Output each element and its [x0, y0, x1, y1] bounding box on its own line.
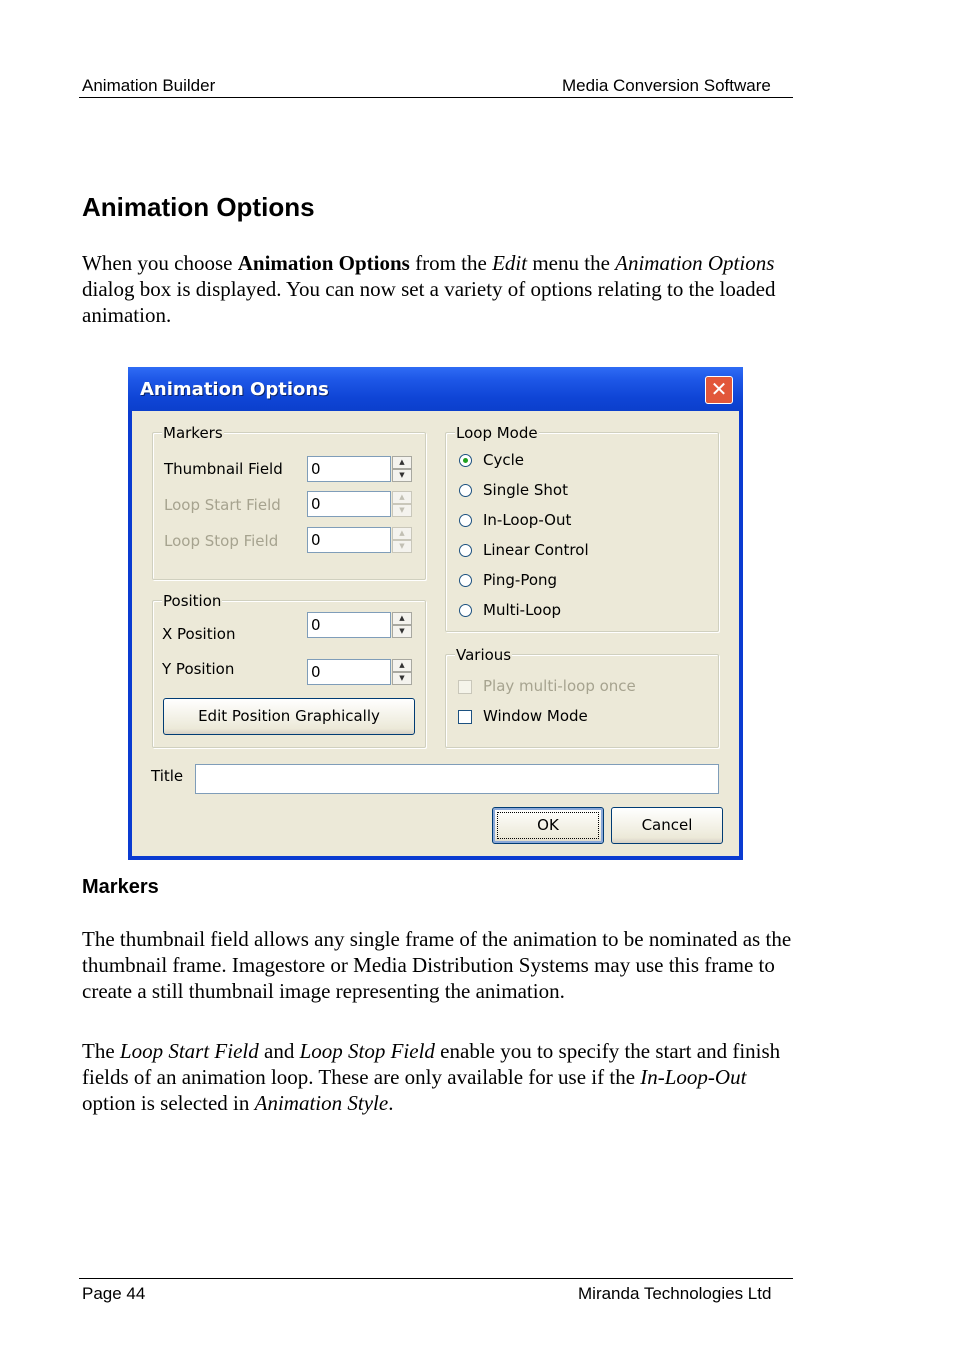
x-position-input[interactable]: 0	[307, 612, 391, 638]
section-title: Animation Options	[82, 192, 315, 222]
spin-down-icon[interactable]: ▼	[392, 625, 412, 638]
spin-up-icon[interactable]: ▲	[392, 527, 412, 540]
markers-legend: Markers	[163, 424, 223, 442]
spin-down-icon[interactable]: ▼	[392, 469, 412, 482]
spin-up-icon[interactable]: ▲	[392, 612, 412, 625]
radio-label-single-shot[interactable]: Single Shot	[483, 481, 568, 499]
footer-left: Page 44	[82, 1284, 146, 1303]
spin-down-icon[interactable]: ▼	[392, 504, 412, 517]
radio-linear-control[interactable]	[459, 544, 472, 557]
thumbnail-field-spinner[interactable]	[392, 456, 412, 482]
para2-text-3: enable you to specify the start and finish fields of an animation loop. These are only available for use if the	[82, 1039, 781, 1089]
ok-button-label: OK	[537, 816, 559, 834]
para2-italic-loop-start: Loop Start Field	[119, 1039, 259, 1063]
loop-stop-field-input[interactable]: 0	[307, 527, 391, 553]
radio-cycle[interactable]	[459, 454, 472, 467]
radio-label-multi-loop[interactable]: Multi-Loop	[483, 601, 562, 619]
animation-options-dialog	[128, 367, 743, 860]
para2-text-1: The	[82, 1039, 120, 1063]
play-multi-loop-once-checkbox[interactable]	[458, 680, 472, 694]
loop-stop-field-spinner[interactable]	[392, 527, 412, 553]
radio-label-cycle[interactable]: Cycle	[483, 451, 524, 469]
close-icon[interactable]: ✕	[705, 376, 733, 404]
header-right: Media Conversion Software	[562, 76, 771, 95]
spin-down-icon[interactable]: ▼	[392, 540, 412, 553]
title-input[interactable]	[195, 764, 719, 794]
intro-italic-edit: Edit	[492, 251, 528, 275]
intro-text-1: When you choose	[82, 251, 238, 275]
radio-single-shot[interactable]	[459, 484, 472, 497]
intro-text-2: from the	[409, 251, 493, 275]
intro-paragraph	[82, 250, 802, 328]
intro-text-3: menu the	[527, 251, 616, 275]
para2-text-5: .	[388, 1091, 394, 1115]
ok-button[interactable]	[492, 807, 604, 844]
loop-start-field-spinner[interactable]	[392, 491, 412, 517]
radio-ping-pong[interactable]	[459, 574, 472, 587]
footer-rule	[79, 1278, 793, 1279]
para2-text-2: and	[258, 1039, 300, 1063]
y-position-label: Y Position	[162, 660, 235, 678]
dialog-title: Animation Options	[140, 379, 329, 400]
markers-heading: Markers	[82, 876, 159, 898]
window-mode-label[interactable]: Window Mode	[483, 707, 588, 725]
radio-multi-loop[interactable]	[459, 604, 472, 617]
para2-italic-animation-style: Animation Style	[254, 1091, 389, 1115]
window-mode-checkbox[interactable]	[458, 710, 472, 724]
intro-bold-term: Animation Options	[237, 251, 410, 275]
title-label: Title	[151, 767, 184, 785]
para2-italic-loop-stop: Loop Stop Field	[299, 1039, 435, 1063]
loop-mode-legend: Loop Mode	[456, 424, 538, 442]
dialog-titlebar[interactable]	[128, 367, 743, 411]
radio-label-in-loop-out[interactable]: In-Loop-Out	[483, 511, 572, 529]
x-position-spinner[interactable]	[392, 612, 412, 638]
para2-text-4: option is selected in	[82, 1091, 255, 1115]
radio-in-loop-out[interactable]	[459, 514, 472, 527]
markers-paragraph-2	[82, 1038, 802, 1116]
edit-position-graphically-button[interactable]: Edit Position Graphically	[163, 698, 415, 735]
loop-start-field-label: Loop Start Field	[164, 496, 281, 514]
play-multi-loop-once-label: Play multi-loop once	[483, 677, 636, 695]
spin-down-icon[interactable]: ▼	[392, 672, 412, 685]
thumbnail-field-label: Thumbnail Field	[164, 460, 283, 478]
thumbnail-field-input[interactable]: 0	[307, 456, 391, 482]
spin-up-icon[interactable]: ▲	[392, 491, 412, 504]
various-group	[445, 654, 719, 748]
radio-label-linear-control[interactable]: Linear Control	[483, 541, 589, 559]
header-left: Animation Builder	[82, 76, 216, 95]
x-position-label: X Position	[162, 625, 236, 643]
y-position-input[interactable]: 0	[307, 659, 391, 685]
cancel-button[interactable]: Cancel	[611, 807, 723, 844]
dialog-client-area	[132, 411, 739, 856]
radio-label-ping-pong[interactable]: Ping-Pong	[483, 571, 558, 589]
y-position-spinner[interactable]	[392, 659, 412, 685]
markers-paragraph-1: The thumbnail field allows any single frame of the animation to be nominated as the thumbnail frame. Imagestore or Media Distribution Systems may use this frame to create a still thumbnail image representing the animation.	[82, 927, 792, 1003]
footer-right: Miranda Technologies Ltd	[578, 1284, 772, 1303]
intro-text-4: dialog box is displayed. You can now set a variety of options relating to the loaded animation.	[82, 277, 776, 327]
header-rule	[79, 97, 793, 98]
various-legend: Various	[456, 646, 512, 664]
spin-up-icon[interactable]: ▲	[392, 659, 412, 672]
loop-stop-field-label: Loop Stop Field	[164, 532, 279, 550]
loop-start-field-input[interactable]: 0	[307, 491, 391, 517]
para2-italic-in-loop-out: In-Loop-Out	[640, 1065, 747, 1089]
intro-italic-dialog: Animation Options	[615, 251, 775, 275]
position-legend: Position	[163, 592, 222, 610]
spin-up-icon[interactable]: ▲	[392, 456, 412, 469]
